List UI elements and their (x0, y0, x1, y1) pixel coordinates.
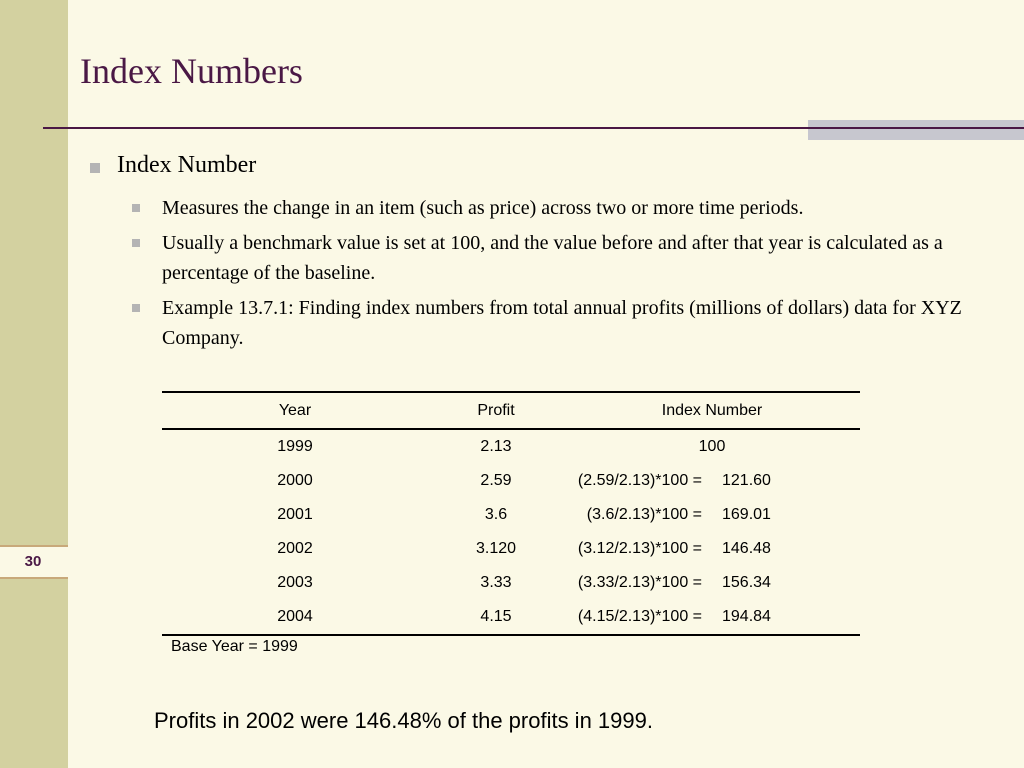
cell-profit: 3.120 (475, 540, 517, 557)
cell-index-expression: (2.59/2.13)*100 = (577, 472, 702, 489)
cell-year: 2002 (277, 540, 313, 557)
header-index-number: Index Number (564, 392, 860, 429)
cell-profit: 2.59 (480, 472, 512, 489)
cell-index-value: 146.48 (722, 540, 771, 557)
cell-index-expression: (4.15/2.13)*100 = (564, 600, 712, 635)
cell-profit: 3.33 (480, 574, 512, 591)
square-bullet-icon (132, 204, 140, 212)
table-header-row (162, 392, 860, 429)
sub-bullet-text: Example 13.7.1: Finding index numbers from total annual profits (millions of dollars) data for XYZ Company. (162, 297, 962, 349)
title-divider-accent-line (808, 127, 1024, 129)
index-number-table (162, 391, 860, 636)
cell-year: 1999 (277, 438, 313, 455)
cell-index-expression: (3.33/2.13)*100 = (577, 574, 702, 591)
table-row (162, 566, 860, 600)
table-row (162, 464, 860, 498)
title-divider (43, 127, 808, 129)
cell-index-value: 100 (698, 438, 726, 455)
table-footnote: Base Year = 1999 (171, 638, 298, 655)
cell-year: 2000 (277, 472, 313, 489)
cell-index-expression: (3.6/2.13)*100 = (586, 506, 702, 523)
cell-index-value: 169.01 (722, 506, 771, 523)
header-profit: Profit (428, 392, 564, 429)
square-bullet-icon (90, 163, 100, 173)
cell-year: 2004 (162, 600, 428, 635)
conclusion-text: Profits in 2002 were 146.48% of the profits in 1999. (154, 708, 653, 733)
slide-title: Index Numbers (80, 51, 303, 91)
header-year: Year (162, 392, 428, 429)
cell-index-expression: (3.12/2.13)*100 = (577, 540, 702, 557)
cell-profit: 4.15 (428, 600, 564, 635)
title-divider-accent (808, 120, 1024, 140)
table-row (162, 429, 860, 464)
sub-bullet (132, 193, 1017, 223)
cell-index-value: 194.84 (712, 600, 860, 635)
cell-profit: 3.6 (484, 506, 508, 523)
cell-profit: 2.13 (480, 438, 512, 455)
sub-bullet-text: Measures the change in an item (such as price) across two or more time periods. (162, 197, 804, 219)
sub-bullet-list (132, 193, 1017, 358)
cell-year: 2003 (277, 574, 313, 591)
square-bullet-icon (132, 239, 140, 247)
table-row (162, 498, 860, 532)
sub-bullet-text: Usually a benchmark value is set at 100, and the value before and after that year is calculated as a percentage of the baseline. (162, 232, 943, 284)
cell-index-value: 156.34 (722, 574, 771, 591)
square-bullet-icon (132, 304, 140, 312)
table-row (162, 532, 860, 566)
slide-number-box (0, 545, 68, 579)
table-row (162, 600, 860, 635)
slide-number: 30 (24, 553, 42, 570)
sub-bullet (132, 293, 1017, 353)
main-bullet-text: Index Number (117, 152, 257, 178)
sub-bullet (132, 228, 1017, 288)
cell-index-value: 121.60 (722, 472, 771, 489)
cell-year: 2001 (277, 506, 313, 523)
left-sidebar-bar (0, 0, 68, 768)
